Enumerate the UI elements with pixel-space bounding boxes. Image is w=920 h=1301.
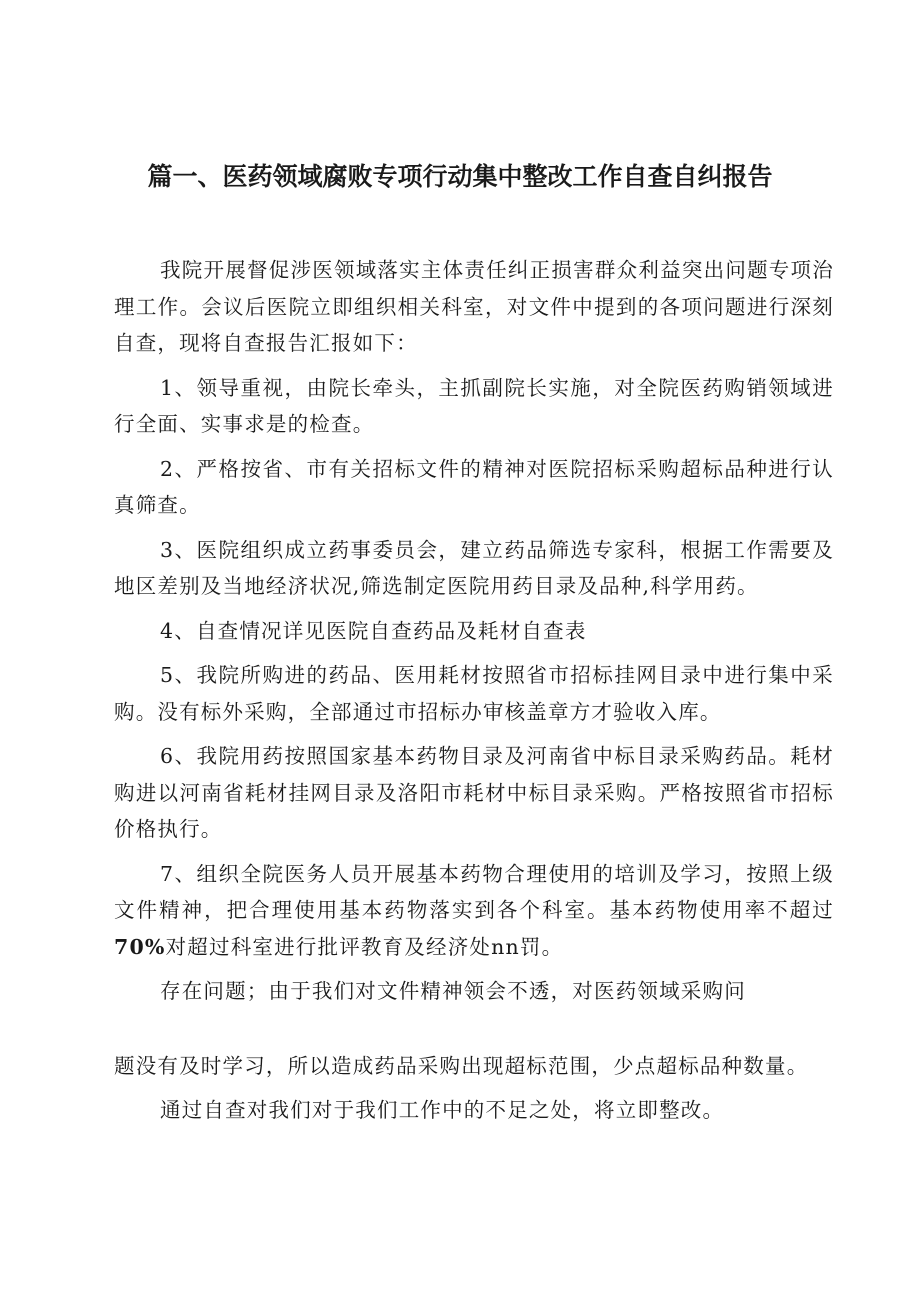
- usage-rate-value: 70%: [114, 934, 166, 959]
- item-4-paragraph: 4、自查情况详见医院自查药品及耗材自查表: [160, 618, 587, 643]
- document-body: [114, 252, 834, 1129]
- item-3-paragraph: 3、医院组织成立药事委员会，建立药品筛选专家科，根据工作需要及地区差别及当地经济状况,筛选制定医院用药目录及品种,科学用药。: [114, 537, 834, 598]
- problem-paragraph-line1: 存在问题；由于我们对文件精神领会不透，对医药领域采购问: [160, 979, 746, 1003]
- item-2-paragraph: 2、严格按省、市有关招标文件的精神对医院招标采购超标品种进行认真筛查。: [114, 456, 834, 517]
- document-title: 篇一、医药领域腐败专项行动集中整改工作自查自纠报告: [147, 162, 773, 191]
- item-7-paragraph: [114, 856, 834, 966]
- intro-paragraph: 我院开展督促涉医领域落实主体责任纠正损害群众利益突出问题专项治理工作。会议后医院立即组织相关科室，对文件中提到的各项问题进行深刻自查，现将自查报告汇报如下：: [114, 258, 834, 355]
- item-7-text-start: 7、组织全院医务人员开展基本药物合理使用的培训及学习，按照上级文件精神，把合理使用基本药物落实到各个科室。基本药物使用率不超过: [114, 861, 834, 922]
- problem-paragraph-line2: 题没有及时学习，所以造成药品采购出现超标范围，少点超标品种数量。: [114, 1053, 809, 1078]
- item-7-text-end: 对超过科室进行批评教育及经济处nn罚。: [165, 934, 564, 959]
- closing-paragraph: 通过自查对我们对于我们工作中的不足之处，将立即整改。: [160, 1098, 725, 1122]
- item-1-paragraph: 1、领导重视，由院长牵头，主抓副院长实施，对全院医药购销领域进行全面、实事求是的检查。: [114, 375, 834, 436]
- item-5-paragraph: 5、我院所购进的药品、医用耗材按照省市招标挂网目录中进行集中采购。没有标外采购，全部通过市招标办审核盖章方才验收入库。: [114, 663, 834, 724]
- item-6-paragraph: 6、我院用药按照国家基本药物目录及河南省中标目录采购药品。耗材购进以河南省耗材挂网目录及洛阳市耗材中标目录采购。严格按照省市招标价格执行。: [114, 744, 834, 841]
